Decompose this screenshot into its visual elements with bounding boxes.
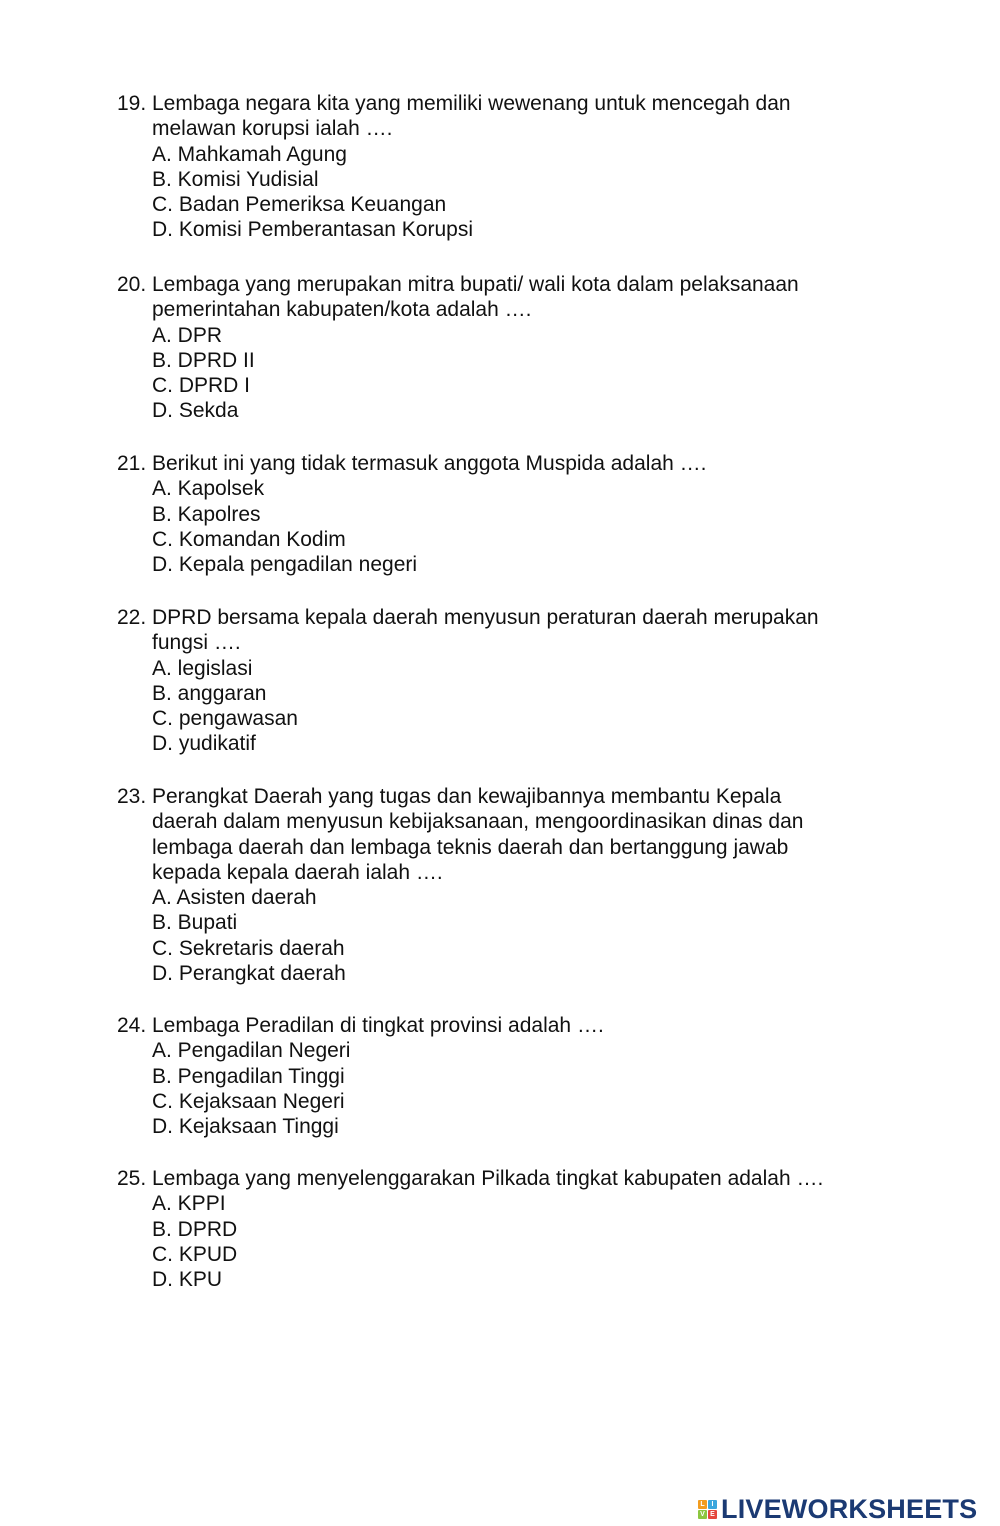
question-line: lembaga daerah dan lembaga teknis daerah dan bertanggung jawab bbox=[152, 835, 789, 859]
option-d[interactable]: D. yudikatif bbox=[152, 732, 256, 756]
question-19 bbox=[117, 91, 877, 243]
logo-square-v: V bbox=[698, 1510, 707, 1519]
answer-options bbox=[117, 1191, 877, 1292]
question-number: 19. bbox=[117, 92, 147, 115]
question-number: 20. bbox=[117, 273, 147, 296]
option-c[interactable]: C. Sekretaris daerah bbox=[152, 936, 345, 960]
logo-text: LIVEWORKSHEETS bbox=[721, 1493, 978, 1524]
question-number: 25. bbox=[117, 1167, 147, 1190]
option-c[interactable]: C. DPRD I bbox=[152, 374, 251, 398]
option-b[interactable]: B. anggaran bbox=[152, 681, 267, 705]
question-line: Lembaga Peradilan di tingkat provinsi adalah …. bbox=[152, 1014, 604, 1037]
answer-options bbox=[117, 1038, 877, 1139]
option-b[interactable]: B. Komisi Yudisial bbox=[152, 167, 319, 191]
question-23 bbox=[117, 784, 877, 986]
question-line: melawan korupsi ialah …. bbox=[152, 117, 393, 141]
option-a[interactable]: A. KPPI bbox=[152, 1192, 226, 1216]
option-b[interactable]: B. DPRD bbox=[152, 1217, 238, 1241]
question-line: Lembaga yang merupakan mitra bupati/ wali kota dalam pelaksanaan bbox=[152, 273, 799, 296]
question-22 bbox=[117, 605, 877, 757]
question-line: daerah dalam menyusun kebijaksanaan, mengoordinasikan dinas dan bbox=[152, 810, 804, 834]
option-c[interactable]: C. Komandan Kodim bbox=[152, 527, 346, 551]
question-line: Perangkat Daerah yang tugas dan kewajibannya membantu Kepala bbox=[152, 785, 782, 808]
question-text bbox=[152, 1166, 877, 1191]
question-number: 23. bbox=[117, 785, 147, 808]
option-c[interactable]: C. Badan Pemeriksa Keuangan bbox=[152, 193, 447, 217]
question-text bbox=[152, 1013, 877, 1038]
question-text bbox=[152, 272, 877, 323]
logo-square-l: L bbox=[698, 1500, 707, 1509]
option-b[interactable]: B. DPRD II bbox=[152, 348, 255, 372]
answer-options bbox=[117, 476, 877, 577]
logo-square-i: I bbox=[708, 1500, 717, 1509]
option-a[interactable]: A. legislasi bbox=[152, 656, 253, 680]
question-line: pemerintahan kabupaten/kota adalah …. bbox=[152, 298, 532, 322]
answer-options bbox=[117, 656, 877, 757]
option-c[interactable]: C. Kejaksaan Negeri bbox=[152, 1089, 345, 1113]
option-b[interactable]: B. Kapolres bbox=[152, 502, 261, 526]
question-25 bbox=[117, 1166, 877, 1292]
option-b[interactable]: B. Pengadilan Tinggi bbox=[152, 1064, 345, 1088]
option-d[interactable]: D. Perangkat daerah bbox=[152, 962, 346, 986]
option-a[interactable]: A. Asisten daerah bbox=[152, 886, 317, 910]
question-24 bbox=[117, 1013, 877, 1139]
option-d[interactable]: D. Sekda bbox=[152, 399, 239, 423]
question-text bbox=[152, 784, 877, 885]
logo-square-e: E bbox=[708, 1510, 717, 1519]
question-text bbox=[152, 91, 877, 142]
option-c[interactable]: C. KPUD bbox=[152, 1242, 238, 1266]
question-line: Berikut ini yang tidak termasuk anggota Muspida adalah …. bbox=[152, 452, 707, 475]
answer-options bbox=[117, 323, 877, 424]
question-line: Lembaga negara kita yang memiliki wewenang untuk mencegah dan bbox=[152, 92, 791, 115]
liveworksheets-logo bbox=[698, 1492, 977, 1526]
question-line: DPRD bersama kepala daerah menyusun peraturan daerah merupakan bbox=[152, 606, 819, 629]
question-number: 24. bbox=[117, 1014, 147, 1037]
option-a[interactable]: A. DPR bbox=[152, 323, 223, 347]
option-a[interactable]: A. Pengadilan Negeri bbox=[152, 1039, 351, 1063]
option-d[interactable]: D. Kepala pengadilan negeri bbox=[152, 553, 418, 577]
question-line: fungsi …. bbox=[152, 631, 241, 655]
option-c[interactable]: C. pengawasan bbox=[152, 707, 298, 731]
liveworksheets-logo-icon bbox=[698, 1500, 717, 1519]
question-number: 21. bbox=[117, 452, 147, 475]
question-20 bbox=[117, 272, 877, 424]
option-b[interactable]: B. Bupati bbox=[152, 911, 238, 935]
option-d[interactable]: D. Kejaksaan Tinggi bbox=[152, 1115, 339, 1139]
question-21 bbox=[117, 451, 877, 577]
question-number: 22. bbox=[117, 606, 147, 629]
option-a[interactable]: A. Kapolsek bbox=[152, 477, 265, 501]
question-line: kepada kepala daerah ialah …. bbox=[152, 860, 443, 884]
question-text bbox=[152, 605, 877, 656]
answer-options bbox=[117, 885, 877, 986]
question-text bbox=[152, 451, 877, 476]
option-d[interactable]: D. KPU bbox=[152, 1268, 223, 1292]
question-line: Lembaga yang menyelenggarakan Pilkada tingkat kabupaten adalah …. bbox=[152, 1167, 824, 1190]
option-d[interactable]: D. Komisi Pemberantasan Korupsi bbox=[152, 218, 473, 242]
answer-options bbox=[117, 142, 877, 243]
option-a[interactable]: A. Mahkamah Agung bbox=[152, 142, 347, 166]
